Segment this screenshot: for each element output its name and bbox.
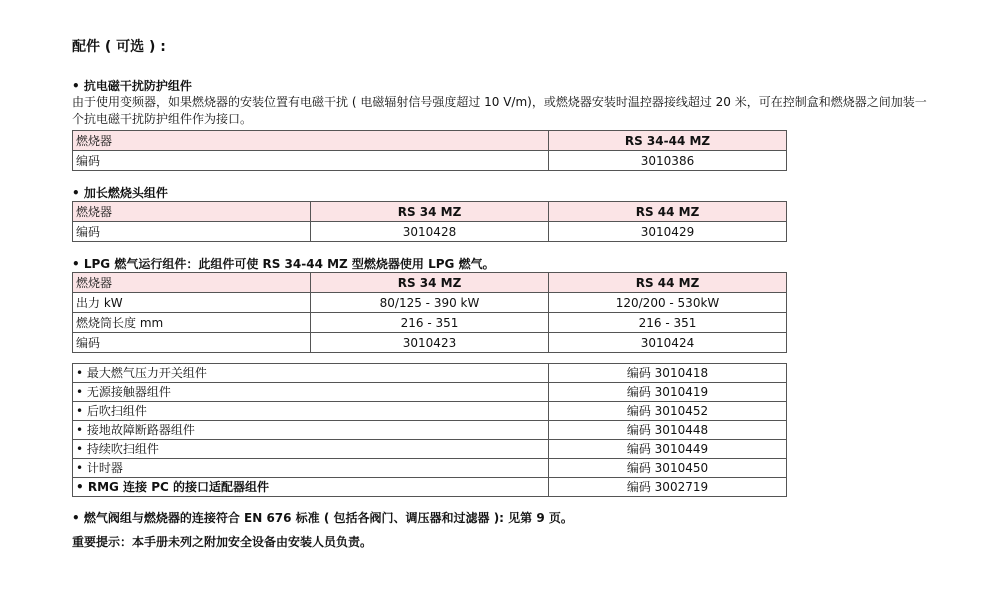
table-cell: 编码 bbox=[73, 333, 311, 353]
table-row bbox=[73, 478, 787, 497]
table-row bbox=[73, 333, 787, 353]
long-head-kit-title: • 加长燃烧头组件 bbox=[72, 186, 168, 200]
gas-train-note: • 燃气阀组与燃烧器的连接符合 EN 676 标准 ( 包括各阀门、调压器和过滤器 ): 见第 9 页。 bbox=[72, 511, 573, 525]
table-header-row bbox=[73, 202, 787, 222]
table-cell: 燃烧器 bbox=[73, 131, 549, 151]
table-cell: RS 44 MZ bbox=[549, 202, 787, 222]
table-cell: 216 - 351 bbox=[549, 313, 787, 333]
table-header-row bbox=[73, 131, 787, 151]
table-cell: • 无源接触器组件 bbox=[73, 383, 549, 402]
table-cell: RS 44 MZ bbox=[549, 273, 787, 293]
emc-kit-description: 由于使用变频器，如果燃烧器的安装位置有电磁干扰 ( 电磁辐射信号强度超过 10 V/m)，或燃烧器安装时温控器接线超过 20 米，可在控制盒和燃烧器之间加装一个抗电磁干扰防护组件作为接口。 bbox=[72, 95, 927, 126]
accessories-page bbox=[72, 38, 932, 553]
table-row bbox=[73, 364, 787, 383]
table-cell: • 最大燃气压力开关组件 bbox=[73, 364, 549, 383]
long-head-kit-table bbox=[72, 201, 787, 242]
table-cell: 出力 kW bbox=[73, 293, 311, 313]
table-cell: 编码 3010419 bbox=[549, 383, 787, 402]
table-cell: 编码 3002719 bbox=[549, 478, 787, 497]
table-row bbox=[73, 293, 787, 313]
table-cell: 3010386 bbox=[549, 151, 787, 171]
table-cell: 燃烧筒长度 mm bbox=[73, 313, 311, 333]
table-row bbox=[73, 402, 787, 421]
table-cell: 编码 bbox=[73, 151, 549, 171]
lpg-kit-title: • LPG 燃气运行组件：此组件可使 RS 34-44 MZ 型燃烧器使用 LPG 燃气。 bbox=[72, 257, 495, 271]
table-cell: 编码 3010452 bbox=[549, 402, 787, 421]
table-cell: RS 34-44 MZ bbox=[549, 131, 787, 151]
table-cell: 编码 3010448 bbox=[549, 421, 787, 440]
table-row bbox=[73, 383, 787, 402]
table-cell: 编码 3010418 bbox=[549, 364, 787, 383]
table-row bbox=[73, 421, 787, 440]
table-header-row bbox=[73, 273, 787, 293]
table-cell: 燃烧器 bbox=[73, 273, 311, 293]
table-cell: • 持续吹扫组件 bbox=[73, 440, 549, 459]
important-note: 重要提示：本手册未列之附加安全设备由安装人员负责。 bbox=[72, 535, 373, 549]
emc-kit-table bbox=[72, 130, 787, 171]
table-cell: 编码 bbox=[73, 222, 311, 242]
accessory-kits-table bbox=[72, 363, 787, 497]
page-title: 配件 ( 可选 ) : bbox=[72, 39, 166, 55]
table-cell: 3010429 bbox=[549, 222, 787, 242]
table-cell: 3010423 bbox=[311, 333, 549, 353]
table-cell: 3010424 bbox=[549, 333, 787, 353]
table-row bbox=[73, 459, 787, 478]
table-cell: • 接地故障断路器组件 bbox=[73, 421, 549, 440]
table-cell: RS 34 MZ bbox=[311, 202, 549, 222]
table-row bbox=[73, 151, 787, 171]
lpg-kit-table bbox=[72, 272, 787, 353]
table-cell: • RMG 连接 PC 的接口适配器组件 bbox=[73, 478, 549, 497]
table-cell: 80/125 - 390 kW bbox=[311, 293, 549, 313]
table-cell: • 后吹扫组件 bbox=[73, 402, 549, 421]
table-cell: 编码 3010449 bbox=[549, 440, 787, 459]
table-row bbox=[73, 313, 787, 333]
table-cell: RS 34 MZ bbox=[311, 273, 549, 293]
table-cell: • 计时器 bbox=[73, 459, 549, 478]
emc-kit-title: • 抗电磁干扰防护组件 bbox=[72, 79, 192, 93]
table-cell: 216 - 351 bbox=[311, 313, 549, 333]
table-row bbox=[73, 440, 787, 459]
table-cell: 燃烧器 bbox=[73, 202, 311, 222]
table-cell: 编码 3010450 bbox=[549, 459, 787, 478]
table-row bbox=[73, 222, 787, 242]
table-cell: 3010428 bbox=[311, 222, 549, 242]
table-cell: 120/200 - 530kW bbox=[549, 293, 787, 313]
